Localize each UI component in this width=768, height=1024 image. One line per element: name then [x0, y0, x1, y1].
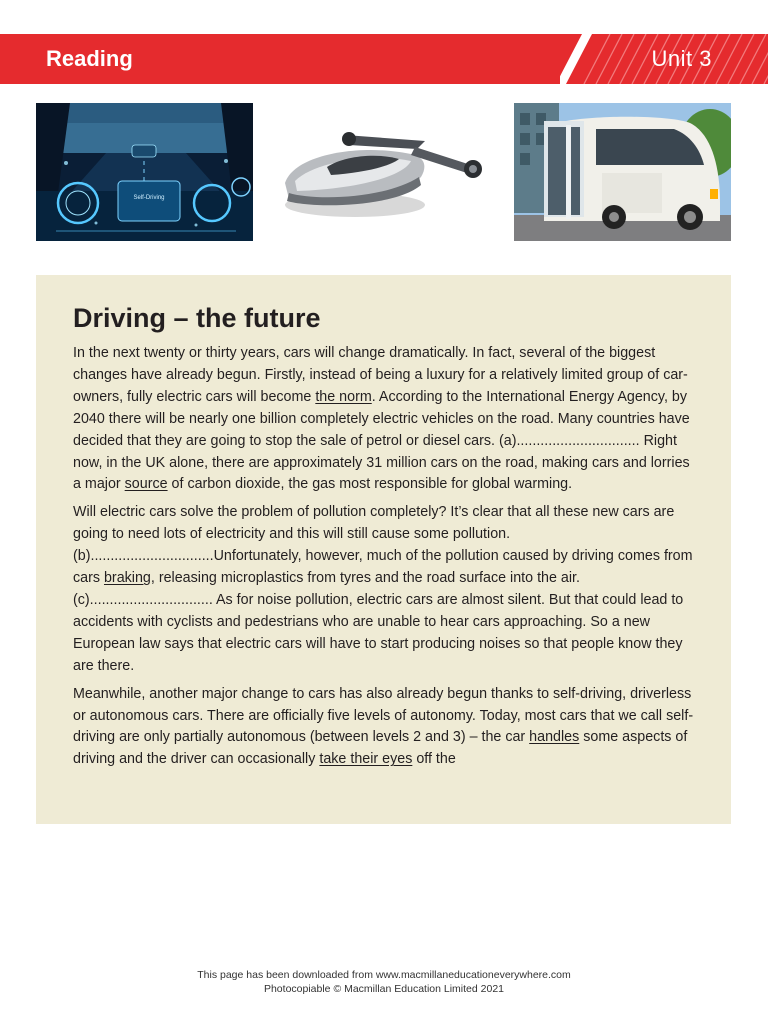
footer-copyright: Photocopiable © Macmillan Education Limited 2021	[263, 983, 505, 995]
unit-label: Unit 3	[651, 46, 712, 71]
underlined-vocabulary-word: the norm	[315, 388, 372, 405]
underlined-vocabulary-word: handles	[529, 729, 580, 746]
paragraph-text: some aspects of driving and the driver can occasionally	[73, 729, 688, 768]
paragraph-text: In the next twenty or thirty years, cars will change dramatically. In fact, several of the biggest changes have already begun. Firstly, instead of being a luxury for a relatively limited group of car-owners, fully electric cars will become	[73, 345, 688, 405]
self-driving-dashboard-photo	[36, 103, 253, 241]
dashboard-overlay-text: Self-Driving	[133, 195, 165, 201]
flying-car-photo	[275, 103, 492, 241]
page-footer	[0, 968, 768, 996]
autonomous-shuttle-photo	[514, 103, 731, 241]
paragraph-text: . According to the International Energy Agency, by 2040 there will be nearly one billion completely electric vehicles on the road. Many countries have decided that they are going to stop the sale of petrol or diesel cars. (a)............................... Right now, in the UK alone, there are approximately 31 million cars on the road, making cars and lorries a major	[73, 388, 690, 493]
section-label: Reading	[46, 46, 133, 71]
footer-download-notice: This page has been downloaded from www.macmillaneducationeverywhere.com	[197, 969, 571, 981]
article-paragraph	[73, 343, 698, 496]
underlined-vocabulary-word: braking	[103, 570, 151, 587]
article-body	[73, 343, 698, 777]
section-header-banner	[0, 34, 768, 84]
paragraph-text: Meanwhile, another major change to cars has also already begun thanks to self-driving, driverless or autonomous cars. There are officially five levels of autonomy. Today, most cars that we call self-driving are only partially autonomous (between levels 2 and 3) – the car	[73, 685, 694, 746]
article-title: Driving – the future	[73, 303, 321, 333]
paragraph-text: of carbon dioxide, the gas most responsible for global warming.	[167, 476, 573, 493]
paragraph-text: , releasing microplastics from tyres and the road surface into the air. (c)............................... As for noise pollution, electric cars are almost silent. But that could lead to accidents with cyclists and pedestrians who are unable to hear cars approaching. So a new European law says that electric cars will have to start producing noises so that people know they are there.	[73, 570, 684, 674]
article-panel	[36, 275, 731, 824]
article-paragraph	[73, 502, 698, 677]
paragraph-text: Will electric cars solve the problem of pollution completely? It’s clear that all these new cars are going to need lots of electricity and this will still cause some pollution. (b)...............................Unfortunately, however, much of the pollution caused by driving comes from cars	[73, 504, 693, 587]
article-paragraph	[73, 684, 698, 772]
paragraph-text: off the	[412, 751, 456, 768]
underlined-vocabulary-word: source	[124, 476, 168, 493]
underlined-vocabulary-word: take their eyes	[319, 751, 413, 768]
